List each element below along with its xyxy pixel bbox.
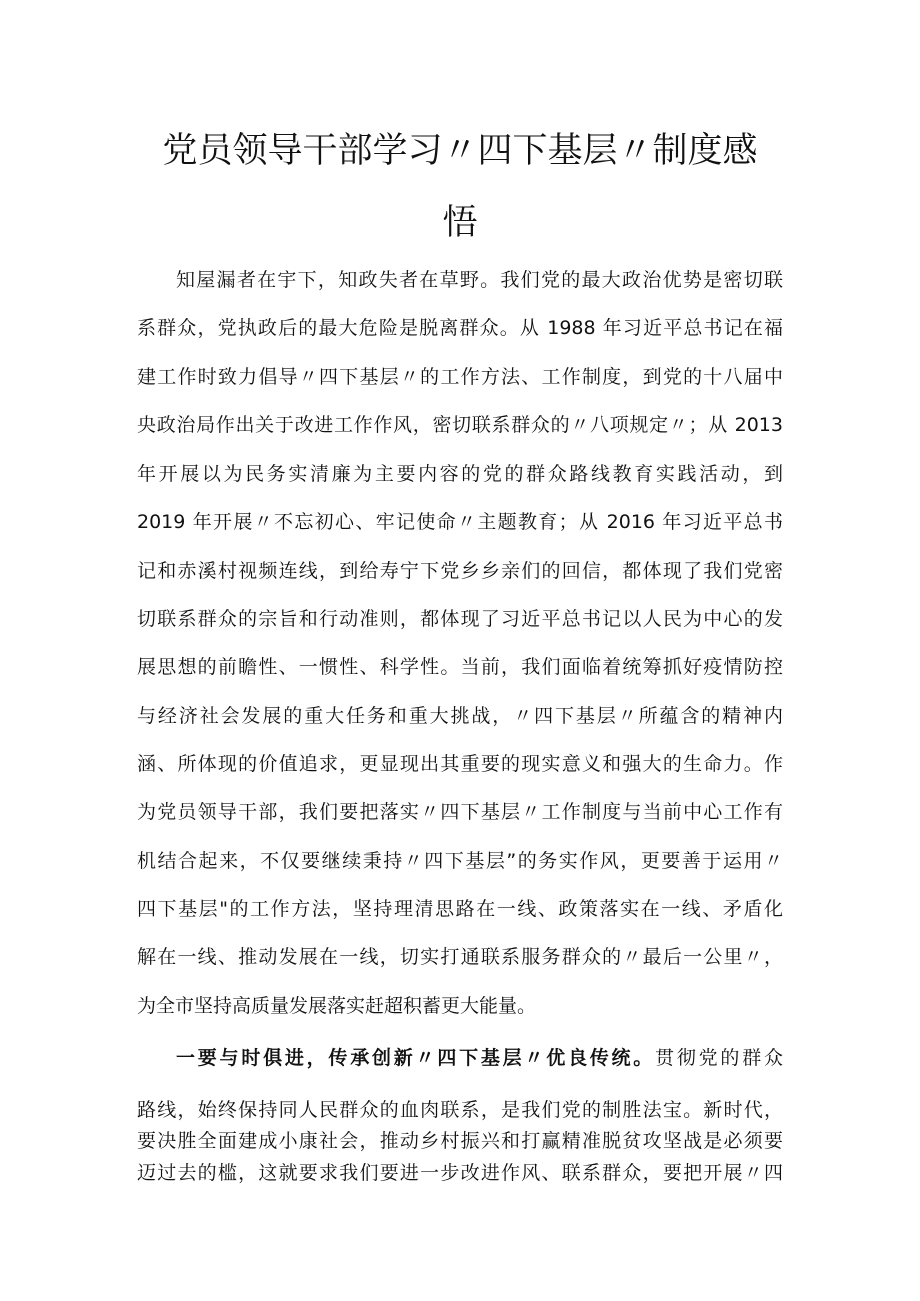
paragraph-2-heading-bold: 一要与时俱进，传承创新〃四下基层〃优良传统。 [176, 1047, 656, 1069]
paragraph-1-line: 建工作时致力倡导〃四下基层〃的工作方法、工作制度，到党的十八届中 [137, 366, 783, 388]
paragraph-1-line: 机结合起来，不仅要继续秉持〃四下基层”的务实作风，更要善于运用〃 [137, 850, 783, 872]
document-title-line-1: 党员领导干部学习〃四下基层〃制度感 [162, 131, 758, 171]
paragraph-2-heading-rest: 贯彻党的群众 [655, 1047, 783, 1069]
paragraph-2-line: 迈过去的槛，这就要求我们要进一步改进作风、联系群众，要把开展〃四 [137, 1162, 783, 1184]
paragraph-2-line: 路线，始终保持同人民群众的血肉联系，是我们党的制胜法宝。新时代， [137, 1099, 783, 1121]
paragraph-1-line: 记和赤溪村视频连线，到给寿宁下党乡乡亲们的回信，都体现了我们党密 [137, 560, 783, 582]
paragraph-1-line: 切联系群众的宗旨和行动准则，都体现了习近平总书记以人民为中心的发 [137, 608, 783, 630]
paragraph-1-line: 年开展以为民务实清廉为主要内容的党的群众路线教育实践活动，到 [137, 463, 783, 485]
paragraph-1-line: 四下基层"的工作方法，坚持理清思路在一线、政策落实在一线、矛盾化 [137, 898, 783, 920]
paragraph-1-line: 为党员领导干部，我们要把落实〃四下基层〃工作制度与当前中心工作有 [137, 801, 783, 823]
paragraph-2-line: 要决胜全面建成小康社会，推动乡村振兴和打赢精准脱贫攻坚战是必须要 [137, 1130, 783, 1152]
paragraph-1-line: 知屋漏者在宇下，知政失者在草野。我们党的最大政治优势是密切联 [176, 269, 783, 291]
paragraph-1-line: 解在一线、推动发展在一线，切实打通联系服务群众的〃最后一公里〃， [137, 946, 783, 968]
paragraph-1-line: 展思想的前瞻性、一惯性、科学性。当前，我们面临着统筹抓好疫情防控 [137, 656, 783, 678]
paragraph-1-line: 为全市坚持高质量发展落实赶超积蓄更大能量。 [137, 995, 537, 1017]
paragraph-2-heading-line [176, 1045, 783, 1071]
paragraph-1-line: 与经济社会发展的重大任务和重大挑战，〃四下基层〃所蕴含的精神内 [137, 705, 783, 727]
paragraph-1-line: 央政治局作出关于改进工作作风，密切联系群众的〃八项规定〃；从 2013 [137, 414, 783, 436]
paragraph-1-line: 涵、所体现的价值追求，更显现出其重要的现实意义和强大的生命力。作 [137, 753, 783, 775]
document-title-line-2: 悟 [442, 203, 478, 243]
paragraph-1-line: 系群众，党执政后的最大危险是脱离群众。从 1988 年习近平总书记在福 [137, 317, 783, 339]
paragraph-1-line: 2019 年开展〃不忘初心、牢记使命〃主题教育；从 2016 年习近平总书 [137, 511, 783, 533]
